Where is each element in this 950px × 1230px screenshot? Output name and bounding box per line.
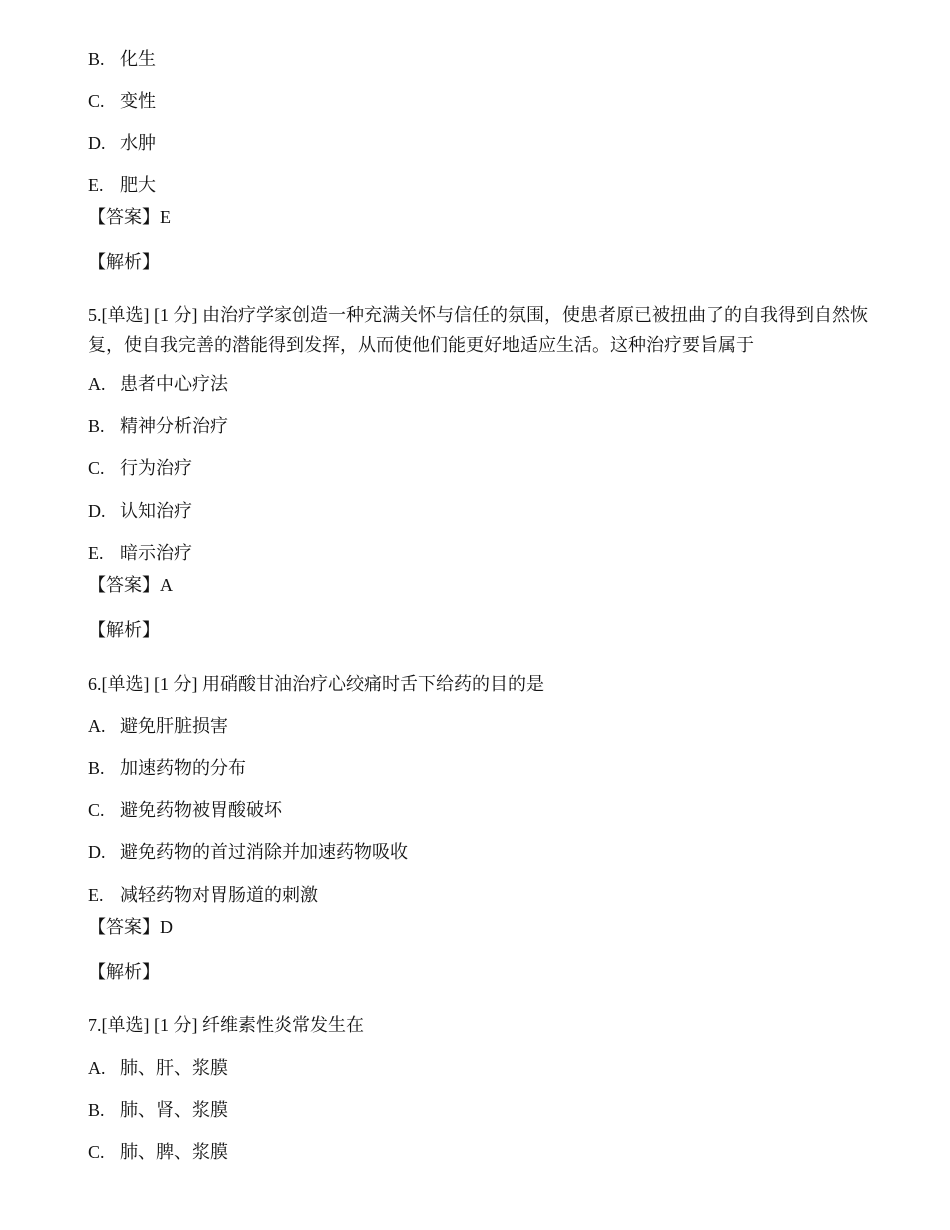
option-text: 行为治疗 bbox=[120, 458, 192, 478]
option-d bbox=[88, 131, 156, 155]
option-text: 水肿 bbox=[120, 133, 156, 153]
option-letter: C. bbox=[88, 458, 105, 478]
analysis-label: 【解析】 bbox=[88, 962, 160, 982]
option-a bbox=[88, 372, 228, 396]
question-stem: 6.[单选] [1 分] 用硝酸甘油治疗心绞痛时舌下给药的目的是 bbox=[88, 674, 544, 694]
option-b bbox=[88, 1098, 228, 1122]
question-stem: 7.[单选] [1 分] 纤维素性炎常发生在 bbox=[88, 1015, 364, 1035]
option-text: 避免肝脏损害 bbox=[120, 716, 228, 736]
option-c bbox=[88, 456, 192, 480]
option-letter: B. bbox=[88, 49, 105, 69]
answer-label: 【答案】D bbox=[88, 917, 173, 937]
option-text: 化生 bbox=[120, 49, 156, 69]
option-b bbox=[88, 47, 156, 71]
option-text: 精神分析治疗 bbox=[120, 416, 228, 436]
option-c bbox=[88, 1140, 228, 1164]
option-text: 避免药物被胃酸破坏 bbox=[120, 800, 282, 820]
option-c bbox=[88, 89, 156, 113]
option-letter: D. bbox=[88, 501, 106, 521]
option-c bbox=[88, 798, 282, 822]
option-text: 患者中心疗法 bbox=[120, 374, 228, 394]
option-letter: E. bbox=[88, 543, 104, 563]
option-letter: E. bbox=[88, 885, 104, 905]
option-text: 肺、肾、浆膜 bbox=[120, 1100, 228, 1120]
option-b bbox=[88, 414, 228, 438]
option-d bbox=[88, 840, 408, 864]
analysis-label: 【解析】 bbox=[88, 252, 160, 272]
option-text: 加速药物的分布 bbox=[120, 758, 246, 778]
option-text: 变性 bbox=[120, 91, 156, 111]
answer-label: 【答案】E bbox=[88, 207, 171, 227]
option-b bbox=[88, 756, 246, 780]
option-letter: A. bbox=[88, 716, 106, 736]
option-letter: C. bbox=[88, 91, 105, 111]
option-a bbox=[88, 714, 228, 738]
option-letter: B. bbox=[88, 758, 105, 778]
option-d bbox=[88, 499, 192, 523]
option-text: 肺、肝、浆膜 bbox=[120, 1058, 228, 1078]
option-letter: B. bbox=[88, 416, 105, 436]
option-letter: A. bbox=[88, 374, 106, 394]
option-text: 肺、脾、浆膜 bbox=[120, 1142, 228, 1162]
option-letter: C. bbox=[88, 1142, 105, 1162]
option-letter: A. bbox=[88, 1058, 106, 1078]
option-letter: C. bbox=[88, 800, 105, 820]
option-e bbox=[88, 883, 318, 907]
option-letter: D. bbox=[88, 133, 106, 153]
option-text: 认知治疗 bbox=[120, 501, 192, 521]
option-letter: B. bbox=[88, 1100, 105, 1120]
option-e bbox=[88, 541, 192, 565]
option-text: 肥大 bbox=[120, 175, 156, 195]
option-letter: E. bbox=[88, 175, 104, 195]
answer-label: 【答案】A bbox=[88, 575, 173, 595]
analysis-label: 【解析】 bbox=[88, 620, 160, 640]
question-stem: 5.[单选] [1 分] 由治疗学家创造一种充满关怀与信任的氛围，使患者原已被扭曲了的自我得到自然恢复，使自我完善的潜能得到发挥，从而使他们能更好地适应生活。这种治疗要旨属于 bbox=[88, 305, 868, 355]
option-text: 避免药物的首过消除并加速药物吸收 bbox=[120, 842, 408, 862]
option-a bbox=[88, 1056, 228, 1080]
option-text: 减轻药物对胃肠道的刺激 bbox=[120, 885, 318, 905]
option-letter: D. bbox=[88, 842, 106, 862]
option-text: 暗示治疗 bbox=[120, 543, 192, 563]
option-e bbox=[88, 173, 156, 197]
